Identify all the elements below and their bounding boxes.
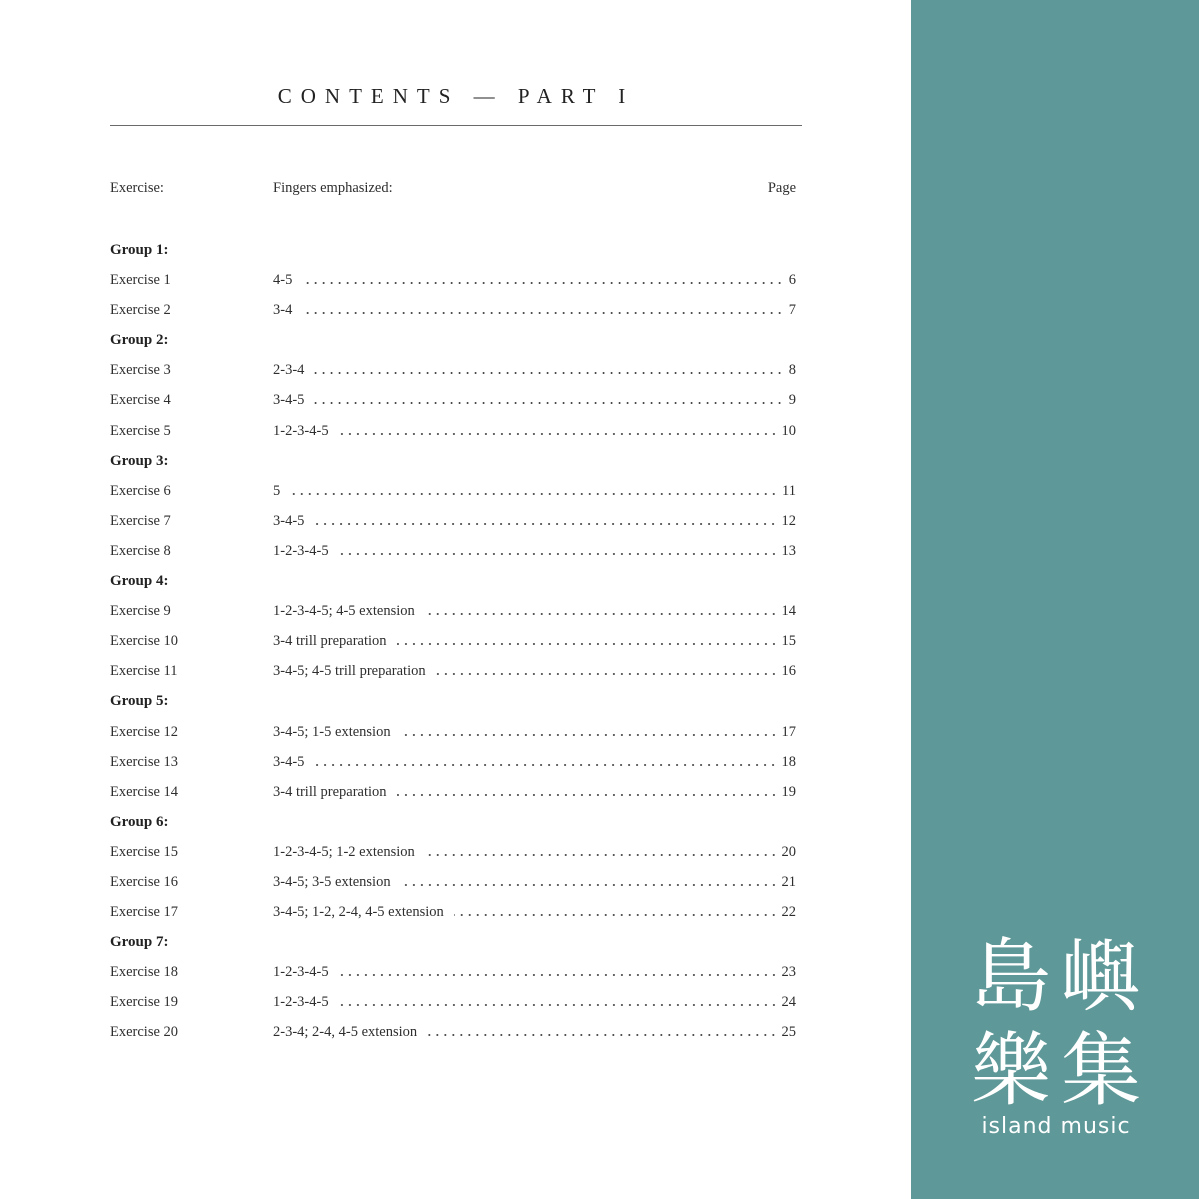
entry-line (273, 992, 796, 1012)
group-label: Group 3: (110, 452, 169, 469)
page-number: 16 (781, 663, 796, 680)
entry-line (273, 782, 796, 802)
toc-entry (110, 541, 796, 571)
page-number: 21 (781, 873, 796, 890)
logo-char: 集 (1061, 1024, 1141, 1117)
group-heading (110, 330, 796, 360)
entry-line (273, 661, 796, 681)
toc-entry (110, 661, 796, 691)
entry-line (273, 270, 796, 290)
page-number: 19 (781, 783, 796, 800)
entry-line (273, 872, 796, 892)
entry-line (273, 601, 796, 621)
dot-leader (339, 433, 778, 435)
page-number: 15 (781, 633, 796, 650)
fingers-emphasized: 1-2-3-4-5 (273, 964, 329, 981)
toc-entry (110, 300, 796, 330)
toc-entry (110, 752, 796, 782)
entry-line (273, 722, 796, 742)
exercise-label: Exercise 2 (110, 302, 171, 319)
exercise-label: Exercise 15 (110, 843, 179, 860)
toc-entry (110, 360, 796, 390)
fingers-emphasized: 3-4-5; 3-5 extension (273, 873, 391, 890)
group-label: Group 5: (110, 693, 169, 710)
group-heading (110, 812, 796, 842)
exercise-label: Exercise 4 (110, 392, 171, 409)
fingers-emphasized: 3-4-5 (273, 512, 305, 529)
page-number: 11 (782, 482, 796, 499)
group-label: Group 6: (110, 813, 169, 830)
dot-leader (314, 372, 784, 374)
toc-entry (110, 631, 796, 661)
exercise-label: Exercise 10 (110, 633, 179, 650)
fingers-emphasized: 3-4-5 (273, 392, 305, 409)
toc-entry (110, 782, 796, 812)
title-divider (110, 125, 802, 126)
entry-line (273, 360, 796, 380)
page-number: 17 (781, 723, 796, 740)
dot-leader (425, 613, 778, 615)
fingers-emphasized: 1-2-3-4-5; 1-2 extension (273, 843, 415, 860)
exercise-label: Exercise 16 (110, 873, 179, 890)
dot-leader (314, 523, 777, 525)
exercise-label: Exercise 5 (110, 422, 171, 439)
dot-leader (397, 643, 778, 645)
dot-leader (314, 764, 777, 766)
group-label: Group 7: (110, 934, 169, 951)
exercise-label: Exercise 14 (110, 783, 179, 800)
fingers-emphasized: 3-4-5; 1-2, 2-4, 4-5 extension (273, 904, 444, 921)
island-music-logo (966, 930, 1146, 1139)
toc-entry (110, 962, 796, 992)
group-heading (110, 240, 796, 270)
toc-entry (110, 992, 796, 1022)
entry-line (273, 481, 796, 501)
toc-entry (110, 842, 796, 872)
exercise-label: Exercise 20 (110, 1024, 179, 1041)
dot-leader (397, 794, 778, 796)
page-number: 6 (788, 272, 796, 289)
exercise-label: Exercise 18 (110, 964, 179, 981)
exercise-label: Exercise 1 (110, 272, 171, 289)
fingers-emphasized: 2-3-4 (273, 362, 305, 379)
header-page: Page (767, 180, 796, 196)
exercise-label: Exercise 19 (110, 994, 179, 1011)
fingers-emphasized: 3-4 trill preparation (273, 633, 387, 650)
page-number: 25 (781, 1024, 796, 1041)
toc-entry (110, 601, 796, 631)
page-number: 18 (781, 753, 796, 770)
dot-leader (454, 914, 778, 916)
exercise-label: Exercise 13 (110, 753, 179, 770)
toc-entry (110, 872, 796, 902)
toc-entry (110, 511, 796, 541)
page-number: 24 (781, 994, 796, 1011)
page-number: 20 (781, 843, 796, 860)
table-of-contents (110, 240, 796, 1053)
dot-leader (290, 493, 778, 495)
dot-leader (314, 402, 784, 404)
page-number: 14 (781, 603, 796, 620)
fingers-emphasized: 3-4-5; 4-5 trill preparation (273, 663, 426, 680)
header-exercise: Exercise: (110, 180, 164, 196)
logo-chinese-characters (966, 930, 1146, 1118)
entry-line (273, 300, 796, 320)
fingers-emphasized: 3-4 (273, 302, 293, 319)
page-number: 13 (781, 542, 796, 559)
dot-leader (401, 734, 778, 736)
exercise-label: Exercise 17 (110, 904, 179, 921)
exercise-label: Exercise 12 (110, 723, 179, 740)
page-number: 8 (788, 362, 796, 379)
toc-entry (110, 481, 796, 511)
logo-char: 嶼 (1061, 930, 1141, 1023)
page-number: 22 (781, 904, 796, 921)
page-number: 7 (788, 302, 796, 319)
column-headers (110, 180, 796, 200)
toc-entry (110, 1022, 796, 1052)
fingers-emphasized: 1-2-3-4-5 (273, 542, 329, 559)
fingers-emphasized: 1-2-3-4-5; 4-5 extension (273, 603, 415, 620)
page-number: 10 (781, 422, 796, 439)
page-number: 12 (781, 512, 796, 529)
fingers-emphasized: 2-3-4; 2-4, 4-5 extension (273, 1024, 418, 1041)
logo-char: 島 (971, 930, 1051, 1023)
dot-leader (427, 1034, 777, 1036)
toc-entry (110, 421, 796, 451)
group-heading (110, 571, 796, 601)
dot-leader (425, 854, 778, 856)
exercise-label: Exercise 7 (110, 512, 171, 529)
group-label: Group 2: (110, 332, 169, 349)
fingers-emphasized: 1-2-3-4-5 (273, 994, 329, 1011)
page-title: CONTENTS — PART I (277, 84, 635, 108)
group-heading (110, 451, 796, 481)
logo-english-name: island music (981, 1114, 1131, 1139)
exercise-label: Exercise 8 (110, 542, 171, 559)
exercise-label: Exercise 9 (110, 603, 171, 620)
dot-leader (339, 974, 778, 976)
fingers-emphasized: 3-4-5 (273, 753, 305, 770)
dot-leader (339, 1004, 778, 1006)
exercise-label: Exercise 11 (110, 663, 178, 680)
dot-leader (401, 884, 778, 886)
page-number: 9 (788, 392, 796, 409)
fingers-emphasized: 3-4-5; 1-5 extension (273, 723, 391, 740)
exercise-label: Exercise 3 (110, 362, 171, 379)
group-heading (110, 691, 796, 721)
fingers-emphasized: 3-4 trill preparation (273, 783, 387, 800)
group-heading (110, 932, 796, 962)
toc-entry (110, 902, 796, 932)
entry-line (273, 631, 796, 651)
dot-leader (436, 673, 778, 675)
entry-line (273, 842, 796, 862)
page-number: 23 (781, 964, 796, 981)
dot-leader (339, 553, 778, 555)
entry-line (273, 1022, 796, 1042)
exercise-label: Exercise 6 (110, 482, 171, 499)
toc-entry (110, 722, 796, 752)
dot-leader (302, 282, 784, 284)
header-fingers: Fingers emphasized: (273, 180, 393, 196)
toc-entry (110, 270, 796, 300)
fingers-emphasized: 1-2-3-4-5 (273, 422, 329, 439)
entry-line (273, 541, 796, 561)
logo-char: 樂 (971, 1024, 1051, 1117)
entry-line (273, 752, 796, 772)
toc-entry (110, 390, 796, 420)
dot-leader (302, 312, 784, 314)
entry-line (273, 962, 796, 982)
group-label: Group 4: (110, 573, 169, 590)
group-label: Group 1: (110, 242, 169, 258)
entry-line (273, 390, 796, 410)
fingers-emphasized: 5 (273, 482, 281, 499)
entry-line (273, 511, 796, 531)
entry-line (273, 902, 796, 922)
entry-line (273, 421, 796, 441)
fingers-emphasized: 4-5 (273, 272, 293, 289)
